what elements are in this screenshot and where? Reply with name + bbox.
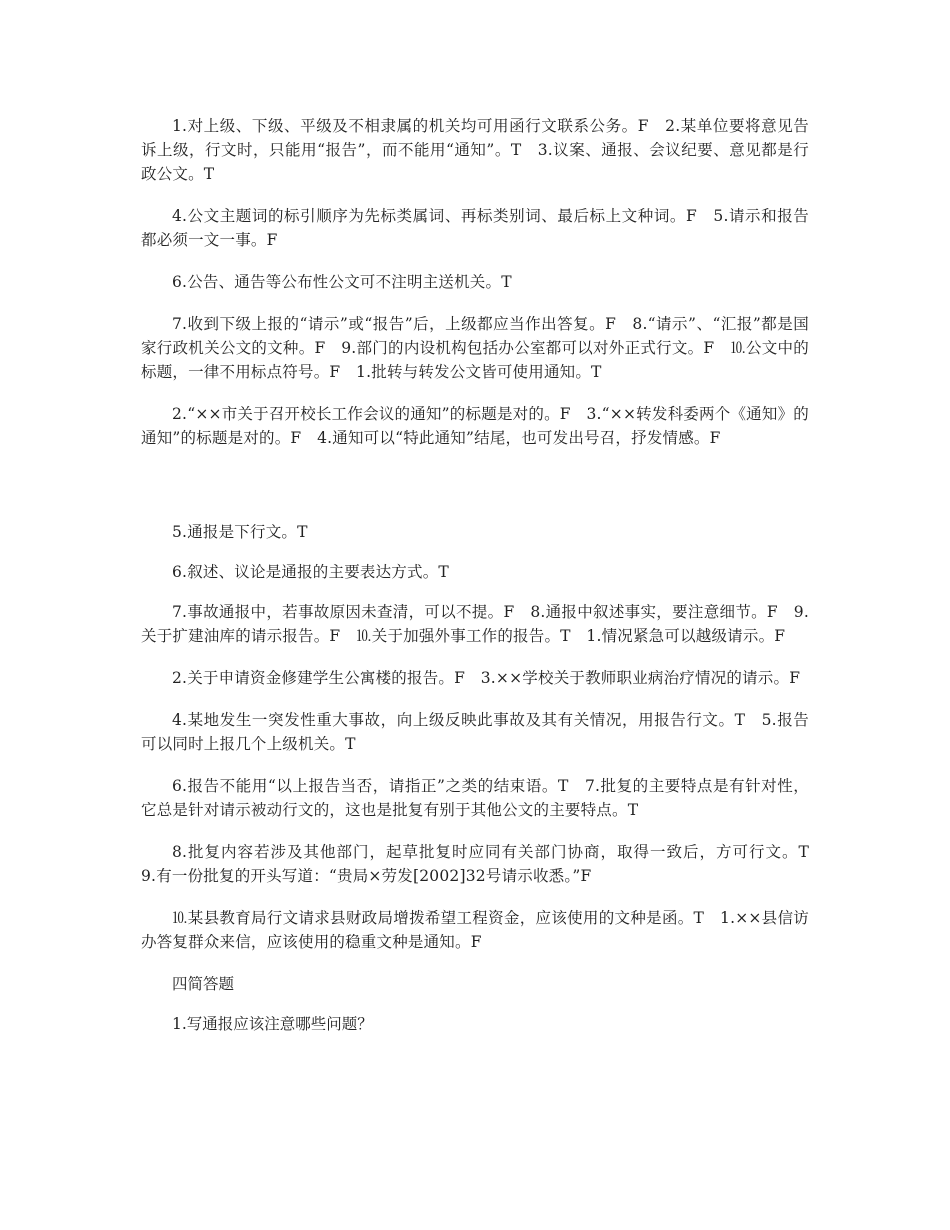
paragraph-7: 6.叙述、议论是通报的主要表达方式。T — [172, 563, 449, 581]
paragraph-9: 2.关于申请资金修建学生公寓楼的报告。F 3.××学校关于教师职业病治疗情况的请示。F — [172, 669, 801, 687]
document-body — [141, 114, 825, 1052]
question-item: 1.写通报应该注意哪些问题？ — [172, 1015, 373, 1033]
paragraph-12: 8.批复内容若涉及其他部门，起草批复时应同有关部门协商，取得一致后，方可行文。T 9.有一份批复的开头写道：“贵局×劳发[2002]32号请示收悉。”F — [141, 843, 825, 885]
paragraph-4: 7.收到下级上报的“请示”或“报告”后，上级都应当作出答复。F 8.“请示”、“汇报”都是国家行政机关公文的文种。F 9.部门的内设机构包括办公室都可以对外正式行文。F ⒑公文中的标题，一律不用标点符号。F 1.批转与转发公文皆可使用通知。T — [141, 315, 809, 381]
paragraph-10: 4.某地发生一突发性重大事故，向上级反映此事故及其有关情况，用报告行文。T 5.报告可以同时上报几个上级机关。T — [141, 711, 809, 753]
paragraph-gap — [141, 468, 809, 520]
paragraph-8: 7.事故通报中，若事故原因未查清，可以不提。F 8.通报中叙述事实，要注意细节。F 9.关于扩建油库的请示报告。F ⒑关于加强外事工作的报告。T 1.情况紧急可以越级请示。F — [141, 603, 809, 645]
section-heading: 四简答题 — [172, 975, 235, 993]
paragraph-2: 4.公文主题词的标引顺序为先标类属词、再标类别词、最后标上文种词。F 5.请示和报告都必须一文一事。F — [141, 207, 809, 249]
paragraph-13: ⒑某县教育局行文请求县财政局增拨希望工程资金，应该使用的文种是函。T 1.××县信访办答复群众来信，应该使用的稳重文种是通知。F — [141, 909, 809, 951]
paragraph-11: 6.报告不能用“以上报告当否，请指正”之类的结束语。T 7.批复的主要特点是有针对性，它总是针对请示被动行文的，这也是批复有别于其他公文的主要特点。T — [141, 777, 809, 819]
paragraph-1: 1.对上级、下级、平级及不相隶属的机关均可用函行文联系公务。F 2.某单位要将意见告诉上级，行文时，只能用“报告”，而不能用“通知”。T 3.议案、通报、会议纪要、意见都是行政公文。T — [141, 117, 809, 183]
paragraph-5: 2.“××市关于召开校长工作会议的通知”的标题是对的。F 3.“××转发科委两个《通知》的通知”的标题是对的。F 4.通知可以“特此通知”结尾，也可发出号召，抒发情感。F — [141, 405, 809, 447]
paragraph-6: 5.通报是下行文。T — [172, 523, 308, 541]
paragraph-3: 6.公告、通告等公布性公文可不注明主送机关。T — [172, 273, 512, 291]
